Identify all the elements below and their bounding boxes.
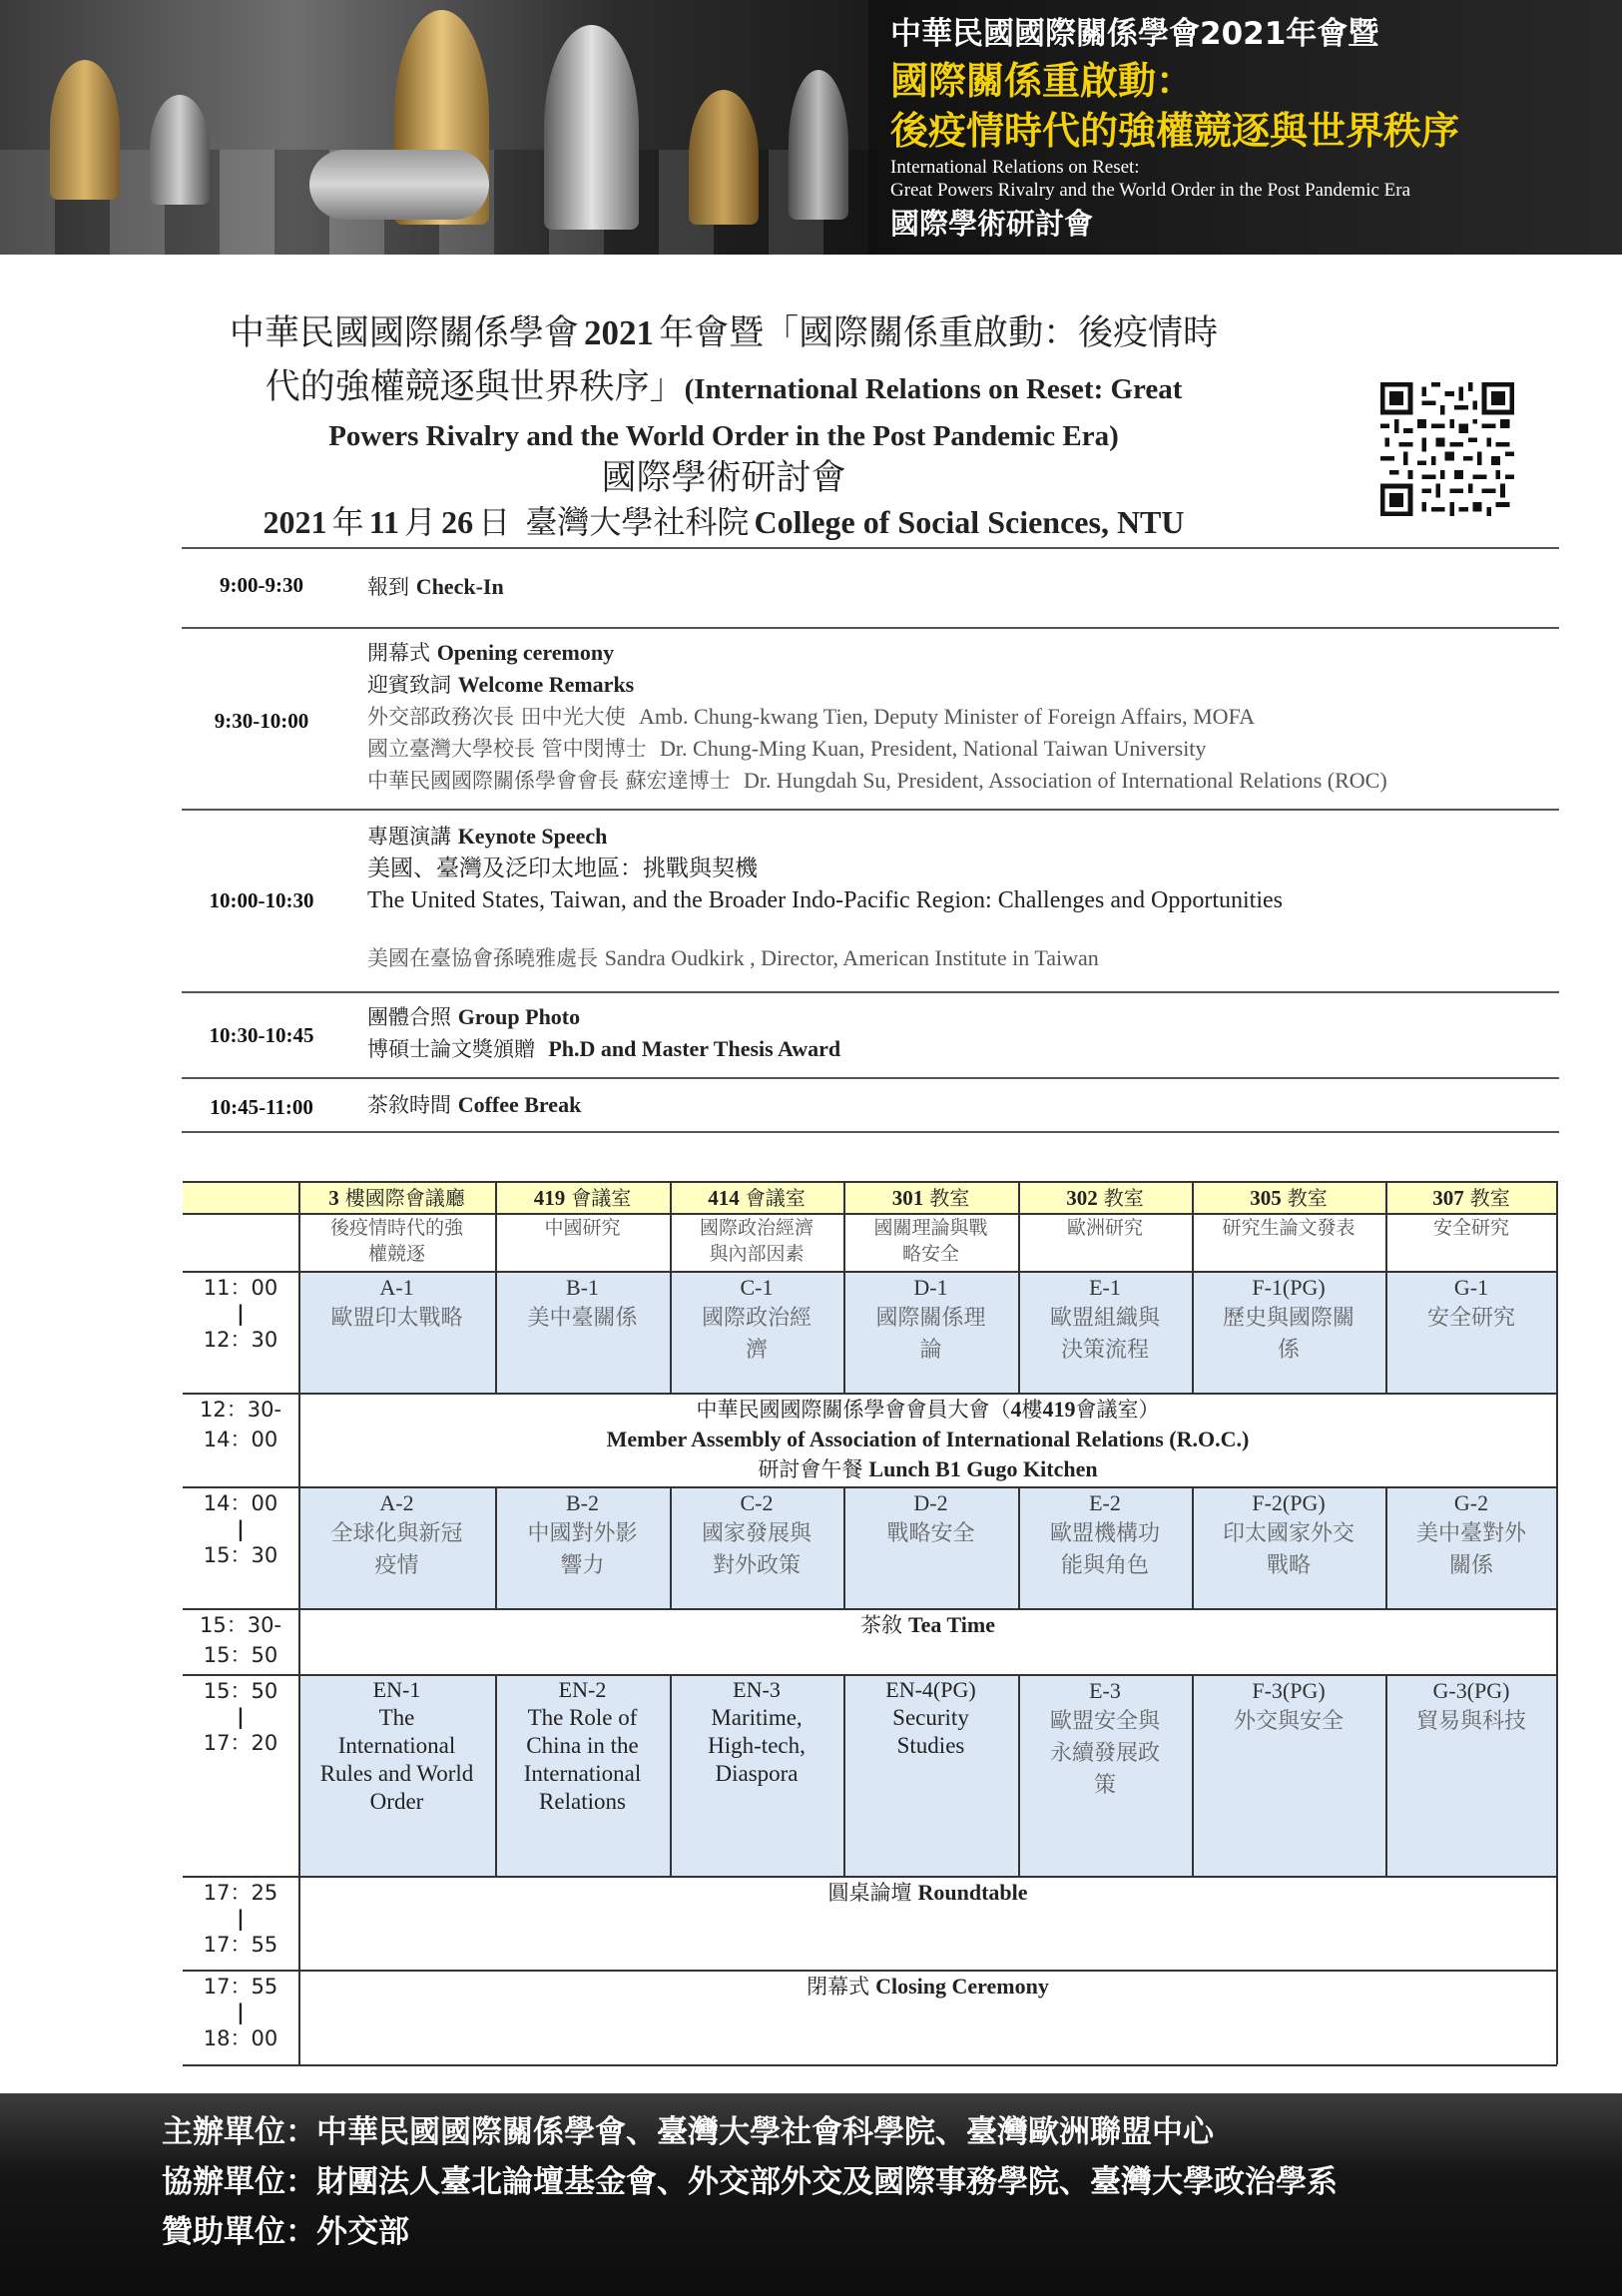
title-line1-zh-a: 中華民國國際關係學會 <box>229 313 579 353</box>
schedule-row-checkin <box>182 547 1559 627</box>
track-theme <box>670 1215 843 1267</box>
session-topic: 美中臺對外 <box>1415 1521 1526 1546</box>
grid-rule <box>183 1486 1557 1488</box>
session-topic: 貿易與科技 <box>1415 1709 1526 1734</box>
checkin-en: Check-In <box>415 574 504 599</box>
session-code: E-1 <box>1089 1275 1121 1300</box>
room-name: 教室 <box>1103 1186 1144 1210</box>
session-topic: 安全研究 <box>1426 1306 1515 1331</box>
closing-ceremony-en: Closing Ceremony <box>875 1974 1049 1999</box>
session-topic: 印太國家外交 <box>1222 1521 1354 1546</box>
schedule-content <box>367 637 1387 797</box>
grid-rule <box>183 1213 1557 1215</box>
chess-queen-silver-icon <box>544 25 639 230</box>
date-day-label: 日 <box>478 503 511 541</box>
grid-rule <box>495 1181 497 1393</box>
time-slot-line: 12：30- <box>199 1398 282 1422</box>
session-code: C-2 <box>740 1490 774 1515</box>
chess-piece-icon <box>789 70 848 220</box>
session-topic: 國際政治經 <box>701 1306 811 1331</box>
session-topic: 濟 <box>745 1338 768 1363</box>
session-cell[interactable] <box>1192 1273 1385 1367</box>
title-line4-zh: 國際學術研討會 <box>601 458 846 498</box>
organizer-host: 主辦單位：中華民國國際關係學會、臺灣大學社會科學院、臺灣歐洲聯盟中心 <box>162 2114 1214 2150</box>
header-banner <box>0 0 1622 255</box>
closing-ceremony <box>298 1972 1557 2002</box>
time-slot-line: 14：00 <box>203 1491 278 1515</box>
session-topic: 疫情 <box>374 1553 419 1578</box>
grid-rule <box>183 1271 1557 1273</box>
grid-rule <box>183 1181 1557 1183</box>
session-topic: 歷史與國際關 <box>1222 1306 1354 1331</box>
time-slot-line: 15：50 <box>203 1643 278 1667</box>
session-topic: 中國對外影 <box>527 1521 638 1546</box>
coffee-zh: 茶敘時間 <box>367 1093 451 1117</box>
session-code: EN-1 <box>372 1677 421 1702</box>
session-cell[interactable] <box>298 1488 495 1582</box>
speaker1-zh: 外交部政務次長 田中光大使 <box>367 705 626 729</box>
member-assembly-lunch <box>298 1395 1557 1484</box>
time-slot-line: 15：50 <box>203 1679 278 1703</box>
session-topic: International <box>523 1761 642 1786</box>
session-grid <box>183 1181 1557 2064</box>
time-slot <box>183 1610 298 1670</box>
grid-rule <box>1556 1876 1558 2064</box>
time-slot <box>183 1878 298 1960</box>
grid-rule <box>1385 1181 1387 1393</box>
track-theme-line: 歐洲研究 <box>1066 1217 1143 1239</box>
time-slot-line: | <box>237 2001 245 2024</box>
footer-organizers <box>0 2093 1622 2296</box>
speaker3-en: Dr. Hungdah Su, President, Association of International Relations (ROC) <box>744 768 1387 793</box>
banner-english-line1: International Relations on Reset: <box>890 157 1140 178</box>
keynote-title-en: The United States, Taiwan, and the Broader Indo-Pacific Region: Challenges and Opportunities <box>367 887 1283 913</box>
track-theme-line: 國際政治經濟 <box>699 1217 813 1239</box>
time-slot-line: | <box>237 1302 245 1326</box>
session-topic: Studies <box>896 1733 965 1758</box>
date-year-label: 年 <box>331 503 364 541</box>
title-line1-zh-c: 年會暨「國際關係重啟動：後疫情時 <box>659 313 1219 353</box>
photo-zh: 團體合照 <box>367 1005 451 1029</box>
time-slot <box>183 1488 298 1570</box>
session-code: E-3 <box>1089 1678 1121 1703</box>
closing-ceremony-zh: 閉幕式 <box>807 1975 870 1999</box>
venue-en: College of Social Sciences, NTU <box>754 504 1185 540</box>
grid-rule <box>1018 1486 1020 1608</box>
schedule-content <box>367 821 1283 974</box>
room-number: 305 <box>1250 1186 1282 1210</box>
schedule-time: 10:45-11:00 <box>210 1095 313 1119</box>
session-topic: 關係 <box>1448 1553 1493 1578</box>
keynote-zh: 專題演講 <box>367 825 451 849</box>
schedule-row-keynote <box>182 809 1559 991</box>
session-cell[interactable] <box>1018 1273 1192 1367</box>
qr-code-icon[interactable] <box>1380 382 1514 516</box>
session-cell[interactable] <box>1385 1676 1557 1738</box>
track-theme <box>495 1215 670 1241</box>
date-day: 26 <box>441 504 474 540</box>
grid-rule <box>495 1674 497 1876</box>
session-topic: 戰略 <box>1266 1553 1311 1578</box>
track-theme-line: 研究生論文發表 <box>1222 1217 1355 1239</box>
assembly-title-part: 419 <box>1042 1397 1076 1422</box>
session-topic: 永續發展政 <box>1049 1741 1160 1766</box>
session-cell[interactable] <box>843 1273 1018 1367</box>
session-topic: 歐盟機構功 <box>1049 1521 1160 1546</box>
room-name: 教室 <box>929 1186 970 1210</box>
grid-rule <box>1018 1674 1020 1876</box>
grid-rule <box>1018 1181 1020 1393</box>
grid-rule <box>843 1486 845 1608</box>
time-slot-line: 12：30 <box>203 1328 278 1352</box>
session-code: B-2 <box>566 1490 599 1515</box>
session-code: EN-2 <box>558 1677 607 1702</box>
time-slot-line: 17：55 <box>203 1975 278 1999</box>
room-number: 414 <box>708 1186 740 1210</box>
room-name: 教室 <box>1287 1186 1328 1210</box>
session-topic: 外交與安全 <box>1233 1709 1344 1734</box>
schedule-time: 10:30-10:45 <box>209 1023 314 1047</box>
time-slot <box>183 1273 298 1355</box>
schedule-content <box>367 1089 581 1121</box>
room-number: 301 <box>891 1186 924 1210</box>
award-en: Ph.D and Master Thesis Award <box>548 1036 841 1061</box>
session-cell[interactable] <box>670 1488 843 1582</box>
room-number: 3 <box>328 1186 339 1210</box>
session-code: F-1(PG) <box>1252 1275 1326 1300</box>
roundtable-zh: 圓桌論壇 <box>827 1881 912 1905</box>
grid-rule <box>298 1393 300 1486</box>
session-cell[interactable] <box>495 1488 670 1582</box>
track-theme-line: 權競逐 <box>367 1243 425 1265</box>
session-cell[interactable] <box>1018 1488 1192 1582</box>
time-slot <box>183 1395 298 1454</box>
banner-english-line2: Great Powers Rivalry and the World Order in the Post Pandemic Era <box>890 180 1411 201</box>
roundtable <box>298 1878 1557 1908</box>
page-title <box>175 311 1273 554</box>
keynote-title-zh: 美國、臺灣及泛印太地區：挑戰與契機 <box>367 856 758 881</box>
track-theme <box>1018 1215 1192 1241</box>
keynote-speaker-zh: 美國在臺協會孫曉雅處長 <box>367 946 598 970</box>
room-header <box>670 1184 843 1212</box>
banner-title-line2: 國際關係重啟動： <box>890 59 1195 103</box>
session-cell[interactable] <box>495 1273 670 1335</box>
grid-rule <box>183 2064 1557 2066</box>
grid-rule <box>670 1486 672 1608</box>
session-cell[interactable] <box>843 1676 1018 1760</box>
time-slot-line: 15：30- <box>199 1613 282 1637</box>
welcome-en: Welcome Remarks <box>457 672 635 697</box>
session-topic: China in the <box>526 1733 639 1758</box>
session-topic: 國家發展與 <box>701 1521 811 1546</box>
session-topic: High-tech, <box>708 1733 806 1758</box>
track-theme <box>1192 1215 1385 1241</box>
organizer-co-host: 協辦單位：財團法人臺北論壇基金會、外交部外交及國際事務學院、臺灣大學政治學系 <box>162 2164 1338 2200</box>
session-cell[interactable] <box>298 1676 495 1816</box>
session-topic: 對外政策 <box>712 1553 801 1578</box>
time-slot-line: | <box>237 1907 245 1931</box>
session-topic: 歐盟組織與 <box>1049 1306 1160 1331</box>
track-theme <box>298 1215 495 1267</box>
venue-zh: 臺灣大學社科院 <box>525 503 750 541</box>
session-topic: 國際關係理 <box>875 1306 986 1331</box>
session-cell[interactable] <box>298 1273 495 1335</box>
session-topic: 能與角色 <box>1060 1553 1149 1578</box>
track-theme-line: 國關理論與戰 <box>873 1217 988 1239</box>
room-header <box>495 1184 670 1212</box>
grid-rule <box>1192 1486 1194 1608</box>
award-zh: 博碩士論文獎頒贈 <box>367 1037 535 1061</box>
session-code: D-2 <box>913 1490 948 1515</box>
lunch-en: Lunch B1 Gugo Kitchen <box>868 1456 1098 1481</box>
grid-rule <box>298 1486 300 1608</box>
session-code: G-2 <box>1453 1490 1489 1515</box>
session-code: A-1 <box>379 1275 414 1300</box>
time-slot-line: 17：20 <box>203 1731 278 1755</box>
grid-rule <box>298 1674 300 1876</box>
time-slot <box>183 1676 298 1758</box>
time-slot-line: | <box>237 1517 245 1541</box>
session-code: E-2 <box>1089 1490 1121 1515</box>
session-topic: 係 <box>1277 1338 1300 1363</box>
session-topic: Rules and World <box>319 1761 474 1786</box>
opening-zh: 開幕式 <box>367 641 430 665</box>
grid-rule <box>1556 1674 1558 1876</box>
track-theme-line: 安全研究 <box>1432 1217 1509 1239</box>
time-slot-line: 14：00 <box>203 1428 278 1451</box>
session-cell[interactable] <box>843 1488 1018 1550</box>
grid-rule <box>495 1486 497 1608</box>
chess-piece-icon <box>50 60 120 200</box>
track-theme-line: 略安全 <box>901 1243 959 1265</box>
grid-rule <box>298 1876 300 2064</box>
lunch-zh: 研討會午餐 <box>758 1457 863 1481</box>
room-name: 會議室 <box>745 1186 806 1210</box>
session-topic: Relations <box>539 1789 626 1814</box>
room-name: 樓國際會議廳 <box>344 1186 465 1210</box>
grid-rule <box>298 1608 300 1674</box>
photo-en: Group Photo <box>457 1004 581 1029</box>
title-line2-en: (International Relations on Reset: Great <box>684 373 1183 405</box>
session-topic: 策 <box>1093 1773 1116 1798</box>
opening-en: Opening ceremony <box>436 640 615 665</box>
speaker2-zh: 國立臺灣大學校長 管中閔博士 <box>367 737 647 761</box>
grid-rule <box>843 1181 845 1393</box>
session-code: C-1 <box>740 1275 774 1300</box>
track-theme <box>1385 1215 1557 1241</box>
grid-rule <box>1556 1608 1558 1674</box>
session-topic: Order <box>369 1789 424 1814</box>
assembly-title-part: 會議室） <box>1075 1398 1160 1422</box>
session-cell[interactable] <box>1385 1488 1557 1582</box>
lunch-line <box>298 1454 1557 1484</box>
grid-rule <box>843 1674 845 1876</box>
tea-time-en: Tea Time <box>907 1612 995 1637</box>
date-month: 11 <box>368 504 399 540</box>
session-topic: Diaspora <box>715 1761 799 1786</box>
session-topic: 歐盟印太戰略 <box>330 1306 463 1331</box>
room-header <box>298 1184 495 1212</box>
room-header <box>1192 1184 1385 1212</box>
assembly-title-part: 中華民國國際關係學會會員大會（ <box>696 1398 1011 1422</box>
chess-piece-icon <box>150 95 210 205</box>
title-line1-year: 2021 <box>584 313 654 352</box>
session-code: F-2(PG) <box>1252 1490 1326 1515</box>
grid-rule <box>670 1181 672 1393</box>
coffee-en: Coffee Break <box>457 1092 582 1117</box>
grid-rule <box>1385 1674 1387 1876</box>
assembly-title-part: 樓 <box>1021 1398 1043 1422</box>
grid-rule <box>670 1674 672 1876</box>
assembly-title-en: Member Assembly of Association of International Relations (R.O.C.) <box>606 1427 1250 1451</box>
tea-time-zh: 茶敘 <box>859 1613 902 1637</box>
session-topic: 戰略安全 <box>886 1521 975 1546</box>
tea-time <box>298 1610 1557 1640</box>
schedule-bottom-rule <box>182 1131 1559 1133</box>
grid-rule <box>1556 1486 1558 1608</box>
schedule-content <box>367 571 504 603</box>
session-topic: International <box>337 1733 456 1758</box>
time-slot <box>183 1972 298 2053</box>
banner-title-line1: 中華民國國際關係學會2021年會暨 <box>890 16 1379 52</box>
session-cell[interactable] <box>670 1676 843 1788</box>
time-slot-line: 11：00 <box>203 1276 278 1300</box>
track-theme-line: 與內部因素 <box>709 1243 805 1265</box>
schedule-content <box>367 1001 840 1065</box>
session-topic: The Role of <box>527 1705 638 1730</box>
session-cell[interactable] <box>495 1676 670 1816</box>
grid-rule <box>1556 1393 1558 1486</box>
grid-rule <box>183 1970 1557 1972</box>
title-line2-zh: 代的強權競逐與世界秩序」 <box>265 367 685 407</box>
session-code: D-1 <box>913 1275 948 1300</box>
banner-title-line3: 後疫情時代的強權競逐與世界秩序 <box>890 109 1460 153</box>
session-cell[interactable] <box>1385 1273 1557 1335</box>
grid-rule <box>1556 1181 1558 1393</box>
session-topic: Security <box>892 1705 969 1730</box>
session-topic: 美中臺關係 <box>527 1306 638 1331</box>
banner-title-line4: 國際學術研討會 <box>890 207 1094 241</box>
banner-title-area <box>868 0 1622 255</box>
track-theme-line: 後疫情時代的強 <box>329 1217 463 1239</box>
assembly-title-part: 4 <box>1010 1397 1022 1422</box>
grid-rule <box>183 1608 1557 1610</box>
session-topic: 論 <box>919 1338 942 1363</box>
grid-rule <box>183 1393 1557 1395</box>
session-cell[interactable] <box>1018 1676 1192 1802</box>
schedule-row-photo <box>182 991 1559 1077</box>
grid-rule <box>1385 1486 1387 1608</box>
session-code: EN-4(PG) <box>885 1677 976 1702</box>
session-code: F-3(PG) <box>1252 1678 1326 1703</box>
grid-rule <box>1192 1181 1194 1393</box>
room-header <box>1385 1184 1557 1212</box>
welcome-zh: 迎賓致詞 <box>367 673 451 697</box>
session-code: EN-3 <box>733 1677 781 1702</box>
room-header <box>1018 1184 1192 1212</box>
room-name: 教室 <box>1469 1186 1510 1210</box>
chess-piece-icon <box>309 150 489 220</box>
time-slot-line: 18：00 <box>203 2026 278 2050</box>
session-cell[interactable] <box>1192 1488 1385 1582</box>
schedule-time: 9:00-9:30 <box>220 573 303 597</box>
session-topic: Maritime, <box>711 1705 803 1730</box>
session-topic: 全球化與新冠 <box>330 1521 463 1546</box>
date-year: 2021 <box>263 504 327 540</box>
checkin-zh: 報到 <box>367 575 409 599</box>
time-slot-line: 15：30 <box>203 1543 278 1567</box>
title-line3-en: Powers Rivalry and the World Order in the Post Pandemic Era) <box>328 420 1119 452</box>
session-code: B-1 <box>566 1275 599 1300</box>
schedule-time: 10:00-10:30 <box>209 888 314 912</box>
room-header <box>843 1184 1018 1212</box>
session-topic: 決策流程 <box>1060 1338 1149 1363</box>
room-number: 419 <box>533 1186 566 1210</box>
session-code: G-1 <box>1453 1275 1489 1300</box>
roundtable-en: Roundtable <box>917 1880 1028 1905</box>
schedule-time: 9:30-10:00 <box>214 709 309 733</box>
session-cell[interactable] <box>1192 1676 1385 1738</box>
organizer-sponsor: 贊助單位：外交部 <box>162 2214 409 2250</box>
room-name: 會議室 <box>571 1186 632 1210</box>
assembly-title-zh <box>298 1395 1557 1425</box>
time-slot-line: 17：25 <box>203 1881 278 1905</box>
track-theme <box>843 1215 1018 1267</box>
grid-rule <box>183 1876 1557 1878</box>
date-month-label: 月 <box>404 503 437 541</box>
speaker2-en: Dr. Chung-Ming Kuan, President, National Taiwan University <box>660 736 1207 761</box>
session-cell[interactable] <box>670 1273 843 1367</box>
time-slot-line: | <box>237 1705 245 1729</box>
speaker1-en: Amb. Chung-kwang Tien, Deputy Minister of Foreign Affairs, MOFA <box>639 704 1256 729</box>
grid-rule <box>1192 1674 1194 1876</box>
session-topic: The <box>378 1705 415 1730</box>
session-topic: 歐盟安全與 <box>1049 1709 1160 1734</box>
track-theme-line: 中國研究 <box>544 1217 621 1239</box>
grid-rule <box>183 1674 1557 1676</box>
chess-piece-icon <box>689 90 759 225</box>
grid-rule <box>298 1181 300 1393</box>
schedule-row-opening <box>182 627 1559 809</box>
session-code: A-2 <box>379 1490 414 1515</box>
session-topic: 響力 <box>560 1553 605 1578</box>
schedule-row-coffee <box>182 1077 1559 1131</box>
keynote-en: Keynote Speech <box>457 824 608 849</box>
room-number: 302 <box>1066 1186 1098 1210</box>
keynote-speaker-en: Sandra Oudkirk , Director, American Institute in Taiwan <box>604 945 1099 970</box>
room-number: 307 <box>1432 1186 1464 1210</box>
session-code: G-3(PG) <box>1432 1678 1510 1703</box>
speaker3-zh: 中華民國國際關係學會會長 蘇宏達博士 <box>367 769 731 793</box>
time-slot-line: 17：55 <box>203 1933 278 1957</box>
